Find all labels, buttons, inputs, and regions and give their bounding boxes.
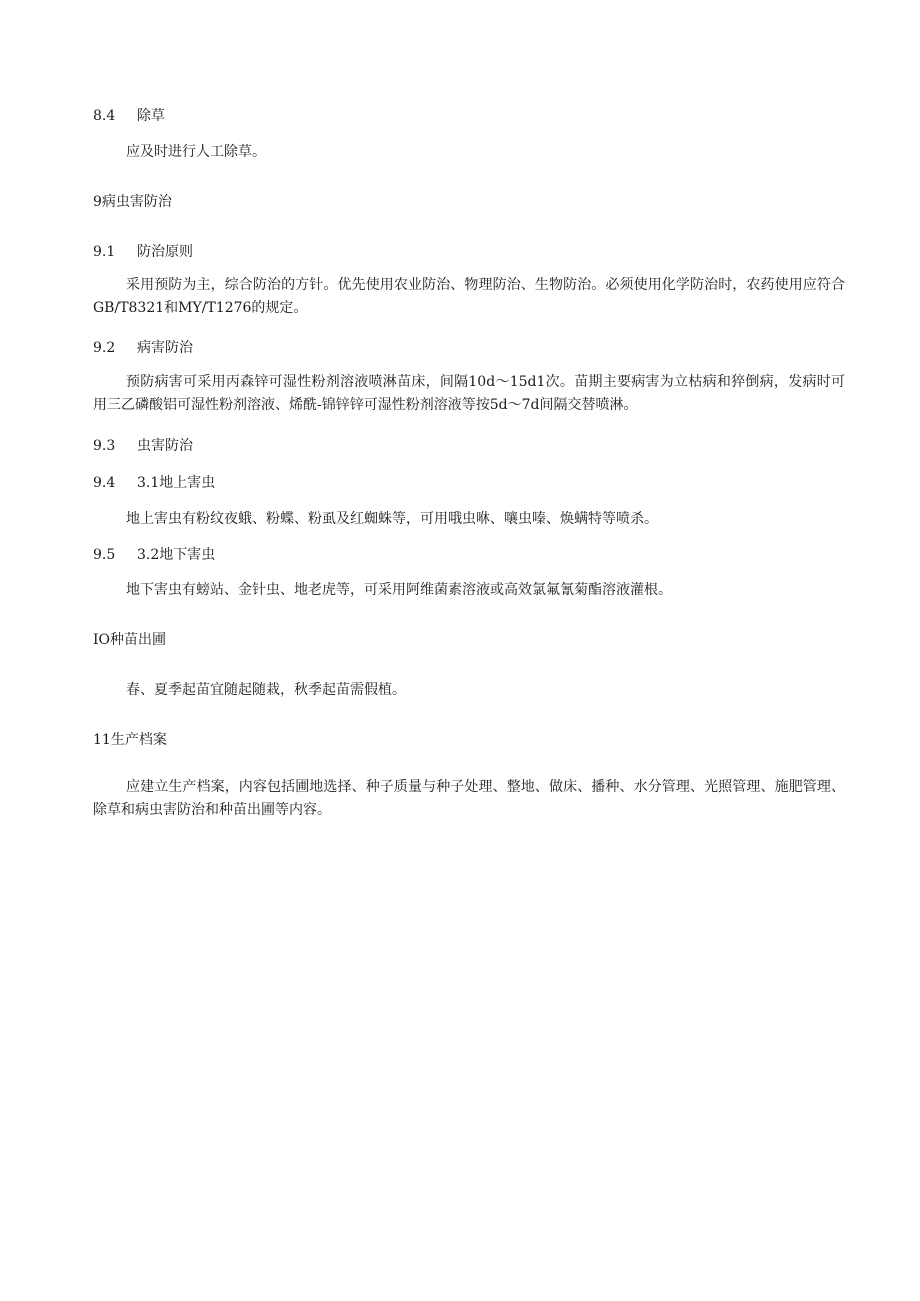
paragraph-production-records: 应建立生产档案，内容包括圃地选择、种子质量与种子处理、整地、做床、播种、水分管理、光照管理、施肥管理、除草和病虫害防治和种苗出圃等内容。: [93, 779, 845, 818]
paragraph-weeding: 应及时进行人工除草。: [126, 144, 266, 160]
section-title: 3.2地下害虫: [137, 547, 216, 563]
paragraph-seedling-lifting: 春、夏季起苗宜随起随栽，秋季起苗需假植。: [126, 682, 406, 698]
section-number: 9.4: [93, 475, 116, 491]
section-title: 除草: [137, 108, 165, 124]
section-9-1-heading: [93, 243, 193, 261]
section-number: 9.3: [93, 438, 116, 454]
section-number: 9.1: [93, 244, 116, 260]
section-9-5-heading: [93, 546, 215, 564]
section-title: 虫害防治: [137, 438, 193, 454]
section-9-2-heading: [93, 339, 193, 357]
paragraph-disease-control: 预防病害可采用丙森锌可湿性粉剂溶液喷淋苗床，间隔10d～15d1次。苗期主要病害为立枯病和猝倒病，发病时可用三乙磷酸铝可湿性粉剂溶液、烯酰-锦锌锌可湿性粉剂溶液等按5d～7d间隔交替喷淋。: [93, 374, 845, 413]
paragraph-aboveground-pests: 地上害虫有粉纹夜蛾、粉蝶、粉虱及红蜘蛛等，可用哦虫咻、嚷虫嗪、焕螨特等喷杀。: [126, 511, 658, 527]
chapter-10-heading: IO种苗出圃: [93, 632, 167, 648]
section-number: 9.2: [93, 340, 116, 356]
section-title: 3.1地上害虫: [137, 475, 216, 491]
section-8-4-heading: [93, 107, 165, 125]
chapter-9-heading: 9病虫害防治: [93, 194, 172, 210]
section-title: 防治原则: [137, 244, 193, 260]
section-number: 8.4: [93, 108, 116, 124]
paragraph-control-principles: 采用预防为主，综合防治的方针。优先使用农业防治、物理防治、生物防治。必须使用化学防治时，农药使用应符合GB/T8321和MY/T1276的规定。: [93, 277, 845, 316]
section-title: 病害防治: [137, 340, 193, 356]
paragraph-underground-pests: 地下害虫有螃站、金针虫、地老虎等，可采用阿维菌素溶液或高效氯氟氰菊酯溶液灌根。: [126, 582, 672, 598]
section-9-3-heading: [93, 437, 193, 455]
section-number: 9.5: [93, 547, 116, 563]
chapter-11-heading: 11生产档案: [93, 732, 167, 748]
section-9-4-heading: [93, 474, 215, 492]
